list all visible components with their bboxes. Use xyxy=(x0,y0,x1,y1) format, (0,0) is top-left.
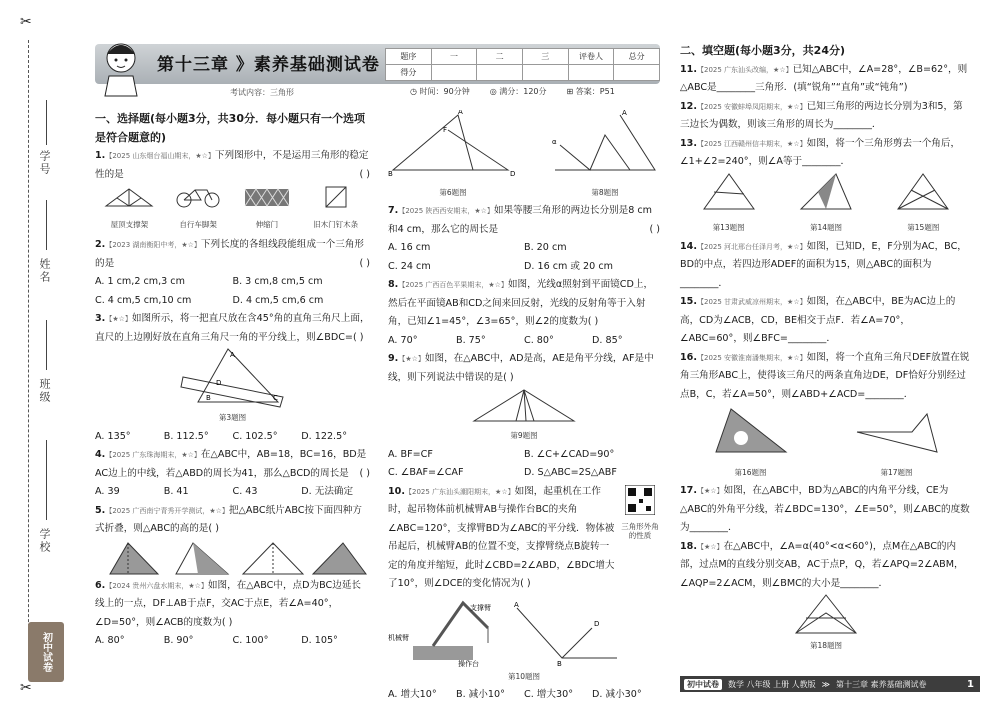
question-text[interactable]: 在△ABC中，∠A=α(40°<α<60°)，点M在△ABC的内部，过点M的直线分别交AB，AC于点P，Q，若∠APQ=2∠ABM，∠AQP=2∠ACM，则∠BMC的大小是________． xyxy=(680,540,964,589)
question-17: 17.【★☆】如图，在△ABC中，BD为△ABC的内角平分线，CE为△ABC的外角平分线，若∠BDC=130°，∠E=50°，则∠ABC的度数为________． xyxy=(680,485,970,533)
student-id-label: 学号 xyxy=(38,150,51,176)
option-c[interactable]: C. 增大30° xyxy=(524,689,573,700)
page-number: 1 xyxy=(967,678,974,690)
question-2: 2.【2023 湖南衡阳中考，★☆】下列长度的各组线段能组成一个三角形的是 ( ) A. 1 cm,2 cm,3 cm B. 3 cm,8 cm,5 cm C. 4 cm,5 cm,10 cm D. 4 cm,5 cm,6 cm xyxy=(95,236,370,310)
figures-6-8 xyxy=(388,110,660,202)
figures-13-15 xyxy=(680,172,972,238)
question-9: 9.【★☆】如图，在△ABC中，AD是高，AE是角平分线，AF是中线，则下列说法中错误的是( ) 第9题图 A. BF=CF B. ∠C+∠CAD=90° C. ∠BAF=∠CAF D. S△ABC=2S△ABF xyxy=(388,350,660,483)
question-text[interactable]: 如图，将一个直角三角尺DEF放置在锐角三角形ABC上，使得该三角尺的两条直角边DE，DF恰好分别经过点B，C，若∠A=50°，则∠ABD+∠ACD=________． xyxy=(680,351,970,400)
answer-paren[interactable]: ( ) xyxy=(359,168,370,180)
options xyxy=(95,292,370,311)
option-b[interactable]: B. 90° xyxy=(163,635,194,646)
exam-info xyxy=(410,86,615,97)
qr-code-icon xyxy=(625,485,655,515)
chapter-name: 第十三章 素养基础测试卷 xyxy=(836,679,927,689)
option-c[interactable]: C. 80° xyxy=(524,334,554,346)
svg-text:支撑臂: 支撑臂 xyxy=(470,603,491,612)
svg-text:A: A xyxy=(514,600,519,609)
question-text[interactable]: 已知△ABC中，∠A=28°，∠B=62°，则△ABC是________三角形．(填“锐角”“直角”或“钝角”) xyxy=(680,63,968,93)
figures-16-17 xyxy=(680,404,972,482)
school-label: 学校 xyxy=(38,528,51,554)
score-table xyxy=(385,48,660,81)
option-a[interactable]: A. 80° xyxy=(95,635,125,646)
fold-option-d xyxy=(313,543,366,574)
figure-14: 第14题图 xyxy=(796,172,856,238)
chevron-icon: ≫ xyxy=(821,679,831,689)
svg-text:A: A xyxy=(229,351,235,359)
svg-text:B: B xyxy=(557,659,562,668)
left-column xyxy=(95,110,370,651)
option-c[interactable]: C. 102.5° xyxy=(232,430,278,442)
name-label: 姓名 xyxy=(38,258,51,284)
page-title: 第十三章 》素养基础测试卷 xyxy=(157,55,380,75)
question-16: 16.【2025 安徽淮南潘集期末，★☆】如图，将一个直角三角尺DEF放置在锐角三角形ABC上，使得该三角尺的两条直角边DE，DF恰好分别经过点B，C，若∠A=50°，则∠ABD+∠ACD=________． xyxy=(680,351,970,400)
score-header-cell: 题序 xyxy=(386,49,432,65)
answer-paren[interactable]: ( ) xyxy=(587,316,599,327)
option-b[interactable]: B. 3 cm,8 cm,5 cm xyxy=(232,276,323,287)
question-text[interactable]: 如图，在△ABC中，BE为AC边上的高，CD为∠ACB，CD，BE相交于点F．若∠A=70°，∠ABC=60°，则∠BFC=________． xyxy=(680,296,956,344)
answer-paren[interactable]: ( ) xyxy=(221,616,233,628)
option-b[interactable]: B. ∠C+∠CAD=90° xyxy=(524,448,615,460)
answer-info: ⊞ 答案：P51 xyxy=(566,87,615,96)
crane-icon xyxy=(388,598,498,668)
question-18: 18.【★☆】在△ABC中，∠A=α(40°<α<60°)，点M在△ABC的内部，过点M的直线分别交AB，AC于点P，Q，若∠APQ=2∠ABM，∠AQP=2∠ACM，则∠BMC的大小是________． xyxy=(680,540,964,589)
answer-paren[interactable]: ( ) xyxy=(208,523,219,534)
student-cartoon-icon xyxy=(93,36,151,98)
figure-13: 第13题图 xyxy=(699,172,759,238)
svg-text:操作台: 操作台 xyxy=(458,659,479,668)
class-label: 班级 xyxy=(38,378,51,404)
binding-margin xyxy=(0,0,70,712)
scissors-icon: ✂ xyxy=(20,680,32,696)
option-a[interactable]: A. 135° xyxy=(95,430,131,442)
fold-option-a xyxy=(110,543,158,574)
crane-diagram xyxy=(512,598,622,668)
middle-column: A F B D 第6题图 α A 第8题图 7.【2025 陕西西安期末，★☆】如果等腰三角形的两边长分别是8 cm和4 cm，那么它的周长是 ( ) A. 16 cm B. 20 cm C. 24 cm D. 16 cm 或 20 cm 8.【2025 广西百色平果期末，★☆】如图，光线α照射到平面镜CD上，然后在平面镜AB和CD之间来回反射，光线的反射角等于入射角，已知∠1=45°，∠3=65°，则∠2的度数为( ) A. 70° B. 75° C. 80° D. 85° 9.【★☆】如图，在△ABC中，AD是高，AE是角平分线，AF是中线，则下列说法中错误的是( ) 第9题图 A. BF=CF B. ∠C+∠CAD=90° C. ∠BAF=∠CAF D. S△ABC=2S△ABF 三角形外角的性质 10.【2025 广东汕头潮阳期末，★☆】如图，起重机在工作时，起吊物体前机械臂AB与操作台BC的夹角∠ABC=120°，支撑臂BD为∠ABC的平分线．物体被吊起后，机械臂AB的位置不变，支撑臂绕点B旋转一定的角度并缩短，此时∠CBD=2∠ABD，∠BDC增大了10°，则∠DCE的变化情况为( ) 支撑臂 机械臂 操作台 A B D 第10题图 A. 增大10° B. 减小10° C. 增大30° D. 减小30° xyxy=(388,110,660,705)
option-c[interactable]: C. ∠BAF=∠CAF xyxy=(388,467,464,478)
question-text[interactable]: 如图，已知D，E，F分别为AC，BC，BD的中点，若四边形ADEF的面积为15，则△ABC的面积为________． xyxy=(680,240,967,289)
figure-3 xyxy=(95,347,370,409)
option-d[interactable]: D. 减小30° xyxy=(592,689,642,700)
section-heading: 一、选择题(每小题3分，共30分．每小题只有一个选项是符合题意的) xyxy=(95,112,365,144)
svg-text:B: B xyxy=(205,394,211,402)
option-d[interactable]: D. 105° xyxy=(301,635,338,646)
section-heading: 二、填空题(每小题3分，共24分) xyxy=(680,44,846,57)
figure-roof-truss: 屋顶支撑架 xyxy=(104,186,154,234)
options xyxy=(388,446,660,465)
score-entry-cell[interactable] xyxy=(614,65,660,81)
question-12: 12.【2025 安徽蚌埠凤阳期末，★☆】已知三角形的两边长分别为3和5，第三边长为偶数，则该三角形的周长为________． xyxy=(680,100,963,130)
score-header-cell: 一 xyxy=(431,49,477,65)
score-info: ◎ 满分：120分 xyxy=(489,87,547,96)
options xyxy=(388,464,660,483)
option-a[interactable]: A. BF=CF xyxy=(388,448,433,460)
question-text[interactable]: 已知三角形的两边长分别为3和5，第三边长为偶数，则该三角形的周长为________． xyxy=(680,100,963,130)
time-info: ◷ 时间：90分钟 xyxy=(410,87,470,96)
question-6: 6.【2024 贵州六盘水期末，★☆】如图，在△ABC中，点D为BC边延长线上的一点，DF⊥AB于点F，交AC于点E，若∠A=40°，∠D=50°，则∠ACB的度数为( ) A. 80° B. 90° C. 100° D. 105° xyxy=(95,577,370,651)
options xyxy=(95,428,370,447)
question-13: 13.【2025 江西赣州信丰期末，★☆】如图，将一个三角形剪去一个角后，∠1+∠2=240°，则∠A等于________． xyxy=(680,137,961,167)
answer-paren[interactable]: ( ) xyxy=(352,331,364,343)
right-column: 二、填空题(每小题3分，共24分) 11.【2025 广东汕头改编，★☆】已知△ABC中，∠A=28°，∠B=62°，则△ABC是________三角形．(填“锐角”“直角”或“钝角”) 12.【2025 安徽蚌埠凤阳期末，★☆】已知三角形的两边长分别为3和5，第三边长为偶数，则该三角形的周长为________． 13.【2025 江西赣州信丰期末，★☆】如图，将一个三角形剪去一个角后，∠1+∠2=240°，则∠A等于________． 第13题图 第14题图 第15题图 14.【2025 河北邢台任泽月考，★☆】如图，已知D，E，F分别为AC，BC，BD的中点，若四边形ADEF的面积为15，则△ABC的面积为________． 15.【2025 甘肃武威凉州期末，★☆】如图，在△ABC中，BE为AC边上的高，CD为∠ACB，CD，BE相交于点F．若∠A=70°，∠ABC=60°，则∠BFC=________． 16.【2025 安徽淮南潘集期末，★☆】如图，将一个直角三角尺DEF放置在锐角三角形ABC上，使得该三角尺的两条直角边DE，DF恰好分别经过点B，C，若∠A=50°，则∠ABD+∠ACD=________． 第16题图 第17题图 17.【★☆】如图，在△ABC中，BD为△ABC的内角平分线，CE为△ABC的外角平分线，若∠BDC=130°，∠E=50°，则∠ABC的度数为________． 18.【★☆】在△ABC中，∠A=α(40°<α<60°)，点M在△ABC的内部，过点M的直线分别交AB，AC于点P，Q，若∠APQ=2∠ABM，∠AQP=2∠ACM，则∠BMC的大小是________． 第18题图 xyxy=(680,42,972,656)
cut-line xyxy=(28,40,29,672)
figure-16: 第16题图 xyxy=(711,404,791,482)
question-14: 14.【2025 河北邢台任泽月考，★☆】如图，已知D，E，F分别为AC，BC，BD的中点，若四边形ADEF的面积为15，则△ABC的面积为________． xyxy=(680,240,967,289)
option-d[interactable]: D. 16 cm 或 20 cm xyxy=(524,260,613,272)
name-line xyxy=(46,200,47,250)
answer-paren[interactable]: ( ) xyxy=(649,223,660,235)
question-4: 4.【2025 广东珠海期末，★☆】在△ABC中，AB=18，BC=16，BD是AC边上的中线，若△ABD的周长为41，那么△BCD的周长是 ( ) A. 39 B. 41 C. 43 D. 无法确定 xyxy=(95,446,370,502)
question-15: 15.【2025 甘肃武威凉州期末，★☆】如图，在△ABC中，BE为AC边上的高，CD为∠ACB，CD，BE相交于点F．若∠A=70°，∠ABC=60°，则∠BFC=________． xyxy=(680,296,956,344)
class-line xyxy=(46,320,47,370)
svg-text:F: F xyxy=(443,126,448,134)
svg-text:B: B xyxy=(388,170,393,176)
option-c[interactable]: C. 24 cm xyxy=(388,260,431,272)
svg-text:C: C xyxy=(272,394,278,402)
fold-option-b xyxy=(176,543,228,574)
brand-logo: 初中试卷 xyxy=(28,622,64,682)
question-5: 5.【2025 广西南宁青秀开学测试，★☆】把△ABC纸片ABC按下面四种方式折叠，则△ABC的高的是( ) xyxy=(95,502,370,577)
figure-folding-gate: 伸缩门 xyxy=(242,186,292,234)
figure-17: 第17题图 xyxy=(852,404,942,482)
options xyxy=(95,273,370,292)
options xyxy=(388,239,660,258)
question-10: 三角形外角的性质 10.【2025 广东汕头潮阳期末，★☆】如图，起重机在工作时，起吊物体前机械臂AB与操作台BC的夹角∠ABC=120°，支撑臂BD为∠ABC的平分线．物体被吊起后，机械臂AB的位置不变，支撑臂绕点B旋转一定的角度并缩短，此时∠CBD=2∠ABD，∠BDC增大了10°，则∠DCE的变化情况为( ) xyxy=(388,485,659,589)
option-a[interactable]: A. 16 cm xyxy=(388,242,431,253)
figure-bicycle: 自行车脚架 xyxy=(173,186,223,234)
page-header xyxy=(95,44,660,102)
options xyxy=(388,332,660,351)
svg-text:A: A xyxy=(458,110,463,116)
figure-10 xyxy=(388,598,660,668)
question-11: 11.【2025 广东汕头改编，★☆】已知△ABC中，∠A=28°，∠B=62°，则△ABC是________三角形．(填“锐角”“直角”或“钝角”) xyxy=(680,63,968,93)
option-d[interactable]: D. 无法确定 xyxy=(301,486,354,497)
figure-8: α A 第8题图 xyxy=(550,110,660,202)
svg-text:D: D xyxy=(215,379,221,387)
score-entry-cell[interactable] xyxy=(568,65,614,81)
question-3: 3.【★☆】如图所示，将一把直尺放在含45°角的直角三角尺上面，直尺的上边刚好放在直角三角尺一角的平分线上，则∠BDC=( ) A D B C 第3题图 A. 135° B. 112.5° C. 102.5° D. 122.5° xyxy=(95,310,370,446)
option-a[interactable]: A. 1 cm,2 cm,3 cm xyxy=(95,276,185,287)
option-b[interactable]: B. 75° xyxy=(456,334,486,346)
figure-18 xyxy=(680,593,972,637)
page-footer xyxy=(680,676,980,692)
svg-text:D: D xyxy=(510,170,516,176)
figure-15: 第15题图 xyxy=(893,172,953,238)
score-label-cell: 得分 xyxy=(386,65,432,81)
answer-paren[interactable]: ( ) xyxy=(503,371,514,383)
option-b[interactable]: B. 20 cm xyxy=(524,242,567,253)
question-text[interactable]: 如图，在△ABC中，BD为△ABC的内角平分线，CE为△ABC的外角平分线，若∠BDC=130°，∠E=50°，则∠ABC的度数为________． xyxy=(680,485,970,533)
student-id-line xyxy=(46,100,47,145)
svg-text:机械臂: 机械臂 xyxy=(388,633,409,642)
option-a[interactable]: A. 39 xyxy=(95,486,120,497)
option-c[interactable]: C. 4 cm,5 cm,10 cm xyxy=(95,294,192,306)
question-7: 7.【2025 陕西西安期末，★☆】如果等腰三角形的两边长分别是8 cm和4 cm，那么它的周长是 ( ) A. 16 cm B. 20 cm C. 24 cm D. 16 cm 或 20 cm xyxy=(388,202,660,276)
options xyxy=(388,258,660,277)
score-entry-cell[interactable] xyxy=(431,65,477,81)
option-b[interactable]: B. 112.5° xyxy=(163,430,209,442)
answer-paren[interactable]: ( ) xyxy=(359,467,370,479)
qr-code-block[interactable]: 三角形外角的性质 xyxy=(620,485,660,541)
fold-option-c xyxy=(243,543,303,574)
score-header-cell: 评卷人 xyxy=(568,49,614,65)
exam-content: 考试内容：三角形 xyxy=(230,88,294,97)
score-entry-cell[interactable] xyxy=(522,65,568,81)
option-d[interactable]: D. S△ABC=2S△ABF xyxy=(524,467,617,478)
answer-paren[interactable]: ( ) xyxy=(520,578,531,589)
answer-paren[interactable]: ( ) xyxy=(359,257,370,269)
figure-9 xyxy=(388,387,660,427)
score-header-cell: 总分 xyxy=(614,49,660,65)
scissors-icon: ✂ xyxy=(20,14,32,30)
course-info: 数学 八年级 上册 人教版 xyxy=(728,679,816,689)
school-line xyxy=(46,440,47,520)
svg-text:A: A xyxy=(622,110,627,117)
option-d[interactable]: D. 4 cm,5 cm,6 cm xyxy=(232,294,324,306)
option-d[interactable]: D. 122.5° xyxy=(301,430,347,442)
score-header-cell: 三 xyxy=(522,49,568,65)
question-8: 8.【2025 广西百色平果期末，★☆】如图，光线α照射到平面镜CD上，然后在平面镜AB和CD之间来回反射，光线的反射角等于入射角，已知∠1=45°，∠3=65°，则∠2的度数为( ) A. 70° B. 75° C. 80° D. 85° xyxy=(388,276,660,350)
option-c[interactable]: C. 43 xyxy=(232,486,258,497)
options xyxy=(95,483,370,502)
option-a[interactable]: A. 增大10° xyxy=(388,689,437,700)
options xyxy=(95,632,370,651)
option-b[interactable]: B. 减小10° xyxy=(456,689,505,700)
question-text[interactable]: 如图，将一个三角形剪去一个角后，∠1+∠2=240°，则∠A等于________． xyxy=(680,137,961,167)
option-a[interactable]: A. 70° xyxy=(388,334,418,346)
score-entry-cell[interactable] xyxy=(477,65,523,81)
figure-wooden-door: 旧木门钉木条 xyxy=(311,186,361,234)
question-1: 1.【2025 山东烟台福山期末，★☆】下列图形中，不是运用三角形的稳定性的是 ( ) 屋顶支撑架 自行车脚架 伸缩门 旧木门钉木条 xyxy=(95,147,370,234)
score-header-cell: 二 xyxy=(477,49,523,65)
option-d[interactable]: D. 85° xyxy=(592,334,623,346)
brand-badge: 初中试卷 xyxy=(684,679,722,690)
svg-text:D: D xyxy=(594,619,600,628)
option-b[interactable]: B. 41 xyxy=(163,486,189,497)
options xyxy=(388,686,660,705)
svg-text:α: α xyxy=(552,138,557,146)
figure-5-options xyxy=(95,539,370,577)
figure-6: A F B D 第6题图 xyxy=(388,110,516,197)
option-c[interactable]: C. 100° xyxy=(232,635,269,646)
